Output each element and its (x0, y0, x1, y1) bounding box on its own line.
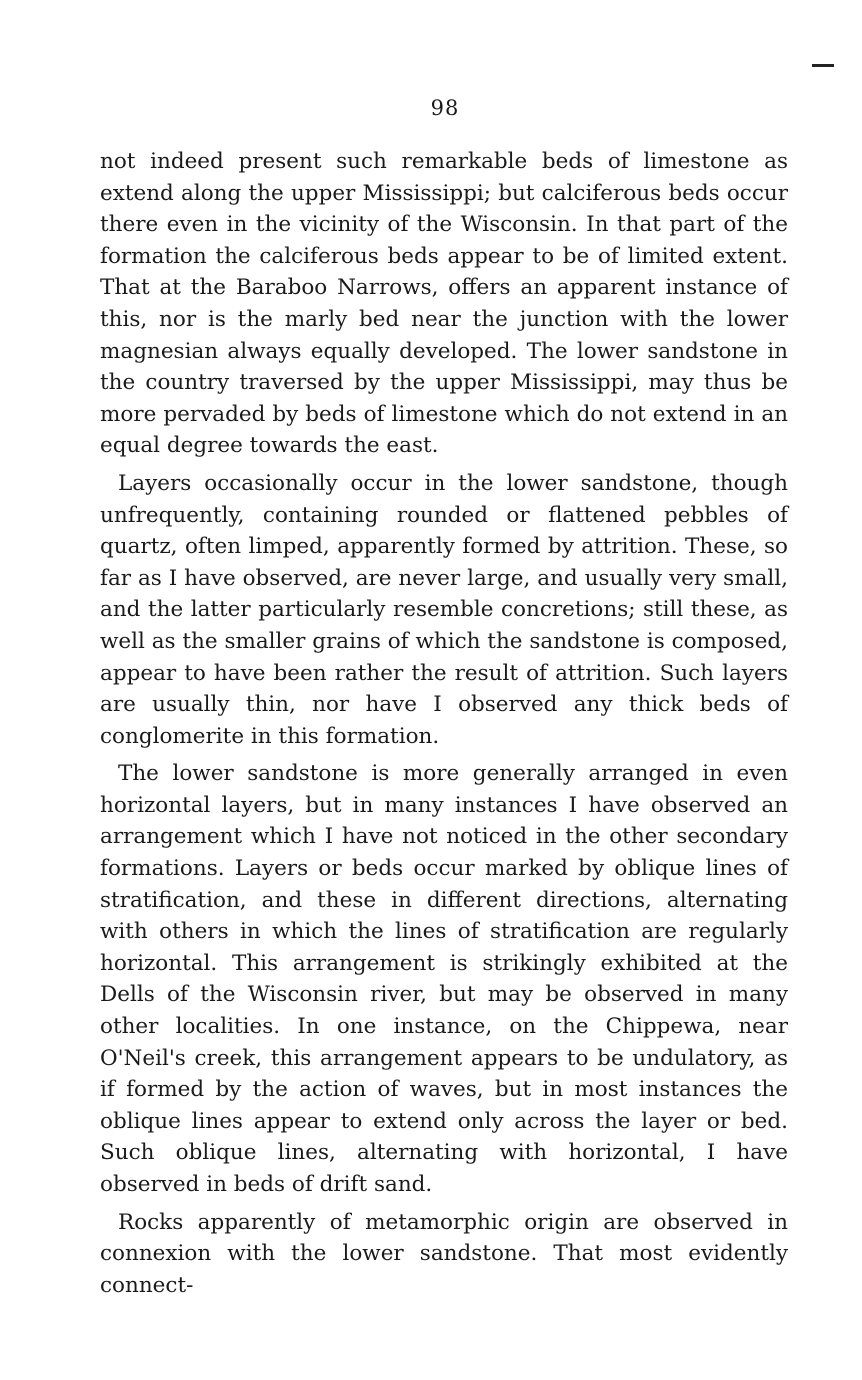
paragraph-metamorphic-rocks: Rocks apparently of metamorphic origin are observed in connexion with the lower sandstone. That most evidently connect- (100, 1209, 788, 1298)
paragraph-oblique-stratification: The lower sandstone is more generally arranged in even horizontal layers, but in many instances I have observed an arrangement which I have not noticed in the other secondary formations. Layers or beds occur marked by oblique lines of stratification, and these in different directions, alternating with others in which the lines of stratification are regularly horizontal. This arrangement is strikingly exhibited at the Dells of the Wisconsin river, but may be observed in many other localities. In one instance, on the Chippewa, near O'Neil's creek, this arrangement appears to be undulatory, as if formed by the action of waves, but in most instances the oblique lines appear to extend only across the layer or bed. Such oblique lines, alternating with horizontal, I have observed in beds of drift sand. (100, 761, 788, 1197)
corner-dash-mark (812, 64, 834, 67)
body-text (100, 146, 788, 1301)
page-number: 98 (430, 96, 460, 120)
paragraph-limestone-beds: not indeed present such remarkable beds of limestone as extend along the upper Mississippi; but calciferous beds occur there even in the vicinity of the Wisconsin. In that part of the formation the calciferous beds appear to be of limited extent. That at the Baraboo Narrows, offers an apparent instance of this, nor is the marly bed near the junction with the lower magnesian always equally developed. The lower sandstone in the country traversed by the upper Mississippi, may thus be more pervaded by beds of limestone which do not extend in an equal degree towards the east. (100, 149, 788, 459)
paragraph-pebble-layers: Layers occasionally occur in the lower sandstone, though unfrequently, containing rounded or flattened pebbles of quartz, often limped, apparently formed by attrition. These, so far as I have observed, are never large, and usually very small, and the latter particularly resemble concretions; still these, as well as the smaller grains of which the sandstone is composed, appear to have been rather the result of attrition. Such layers are usually thin, nor have I observed any thick beds of conglomerite in this formation. (100, 470, 789, 749)
